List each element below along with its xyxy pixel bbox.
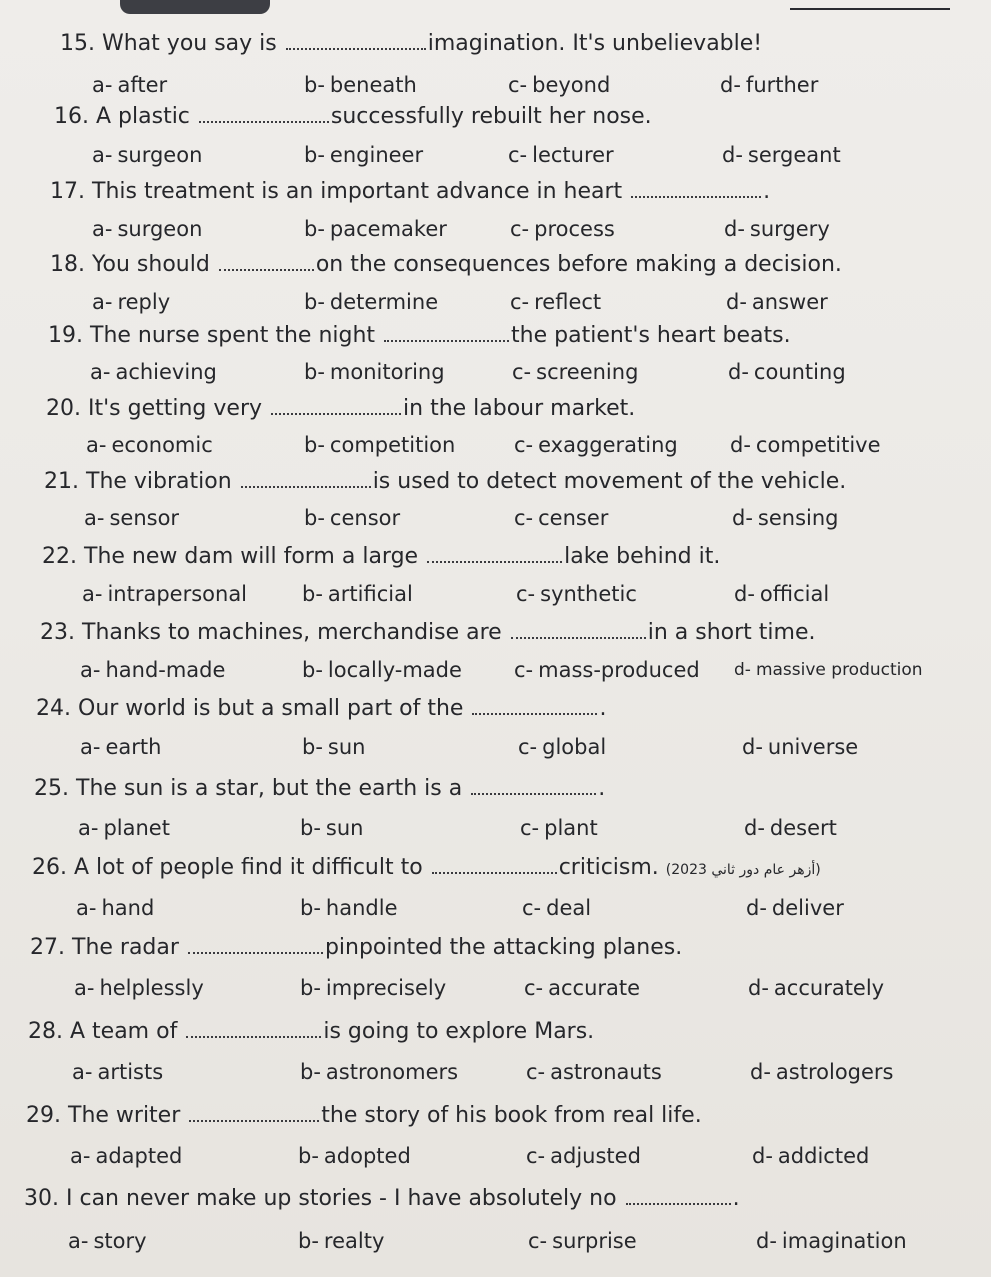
answer-option[interactable] bbox=[298, 1143, 411, 1169]
option-text: adapted bbox=[95, 1144, 183, 1168]
answer-option[interactable] bbox=[68, 1228, 147, 1254]
option-text: pacemaker bbox=[329, 217, 447, 241]
answer-option[interactable] bbox=[526, 1059, 662, 1085]
option-letter: b- bbox=[304, 217, 325, 241]
answer-option[interactable] bbox=[508, 72, 610, 98]
header-tab-decoration bbox=[120, 0, 270, 14]
question-line bbox=[50, 251, 842, 278]
page-header-strip bbox=[0, 0, 991, 22]
question-text-before: The radar bbox=[72, 935, 179, 960]
answer-option[interactable] bbox=[728, 359, 846, 385]
option-letter: a- bbox=[92, 217, 113, 241]
answer-option[interactable] bbox=[510, 289, 601, 315]
question-line bbox=[60, 30, 762, 57]
option-letter: a- bbox=[90, 360, 111, 384]
question-text-after: . bbox=[763, 179, 771, 204]
option-letter: c- bbox=[524, 976, 544, 1000]
option-letter: b- bbox=[302, 582, 323, 606]
question-text-after: in the labour market. bbox=[403, 396, 636, 421]
question-line bbox=[36, 695, 606, 722]
question-text-after: . bbox=[599, 696, 607, 721]
option-letter: a- bbox=[92, 290, 113, 314]
question-text-before: The nurse spent the night bbox=[90, 323, 376, 348]
question-text-before: It's getting very bbox=[88, 396, 263, 421]
option-text: answer bbox=[751, 290, 828, 314]
answer-option[interactable] bbox=[518, 734, 606, 760]
option-text: astrologers bbox=[775, 1060, 894, 1084]
answer-blank[interactable] bbox=[427, 543, 562, 563]
option-text: global bbox=[542, 735, 607, 759]
answer-blank[interactable] bbox=[511, 619, 646, 639]
option-letter: b- bbox=[300, 896, 321, 920]
answer-blank[interactable] bbox=[384, 322, 509, 342]
answer-option[interactable] bbox=[302, 581, 413, 607]
option-text: lecturer bbox=[532, 143, 614, 167]
option-text: reply bbox=[117, 290, 171, 314]
answer-blank[interactable] bbox=[188, 934, 323, 954]
option-letter: c- bbox=[514, 506, 534, 530]
answer-option[interactable] bbox=[304, 142, 423, 168]
option-text: official bbox=[759, 582, 830, 606]
option-letter: b- bbox=[304, 506, 325, 530]
option-text: sun bbox=[325, 816, 364, 840]
answer-option[interactable] bbox=[300, 815, 363, 841]
option-text: accurate bbox=[548, 976, 641, 1000]
answer-option[interactable] bbox=[302, 734, 365, 760]
option-text: accurately bbox=[773, 976, 885, 1000]
option-letter: b- bbox=[300, 976, 321, 1000]
question-number: 26. bbox=[32, 855, 67, 880]
answer-option[interactable] bbox=[78, 815, 170, 841]
question-number: 24. bbox=[36, 696, 71, 721]
answer-option[interactable] bbox=[300, 895, 398, 921]
option-letter: d- bbox=[734, 582, 755, 606]
option-text: beneath bbox=[329, 73, 417, 97]
question-text-after: imagination. It's unbelievable! bbox=[427, 31, 763, 56]
option-text: censor bbox=[329, 506, 401, 530]
option-text: reflect bbox=[534, 290, 602, 314]
option-letter: c- bbox=[520, 816, 540, 840]
option-letter: b- bbox=[304, 73, 325, 97]
answer-blank[interactable] bbox=[199, 103, 329, 123]
option-text: engineer bbox=[329, 143, 424, 167]
answer-option[interactable] bbox=[746, 895, 844, 921]
question-text-before: What you say is bbox=[102, 31, 277, 56]
option-text: process bbox=[534, 217, 615, 241]
question-number: 16. bbox=[54, 104, 89, 129]
answer-option[interactable] bbox=[76, 895, 154, 921]
answer-option[interactable] bbox=[724, 216, 830, 242]
option-text: story bbox=[93, 1229, 147, 1253]
option-letter: d- bbox=[756, 1229, 777, 1253]
answer-option[interactable] bbox=[516, 581, 637, 607]
option-letter: c- bbox=[510, 217, 530, 241]
option-text: hand-made bbox=[105, 658, 226, 682]
answer-option[interactable] bbox=[304, 505, 400, 531]
question-line bbox=[46, 395, 635, 422]
option-text: screening bbox=[536, 360, 639, 384]
question-text-before: You should bbox=[92, 252, 210, 277]
question-number: 30. bbox=[24, 1186, 59, 1211]
question-text-after: in a short time. bbox=[647, 620, 816, 645]
option-letter: d- bbox=[732, 506, 753, 530]
option-text: after bbox=[117, 73, 168, 97]
option-letter: a- bbox=[92, 73, 113, 97]
answer-option[interactable] bbox=[514, 657, 700, 683]
answer-option[interactable] bbox=[528, 1228, 637, 1254]
option-letter: a- bbox=[72, 1060, 93, 1084]
option-letter: a- bbox=[80, 658, 101, 682]
answer-option[interactable] bbox=[744, 815, 837, 841]
question-number: 17. bbox=[50, 179, 85, 204]
question-number: 18. bbox=[50, 252, 85, 277]
option-letter: d- bbox=[730, 433, 751, 457]
option-letter: b- bbox=[298, 1144, 319, 1168]
answer-blank[interactable] bbox=[271, 395, 401, 415]
option-letter: a- bbox=[84, 506, 105, 530]
question-text-before: The writer bbox=[68, 1103, 181, 1128]
option-text: mass-produced bbox=[538, 658, 700, 682]
option-letter: d- bbox=[724, 217, 745, 241]
answer-option[interactable] bbox=[514, 432, 678, 458]
question-text-after: criticism. bbox=[558, 855, 659, 880]
option-text: desert bbox=[769, 816, 837, 840]
question-number: 21. bbox=[44, 469, 79, 494]
answer-option[interactable] bbox=[526, 1143, 641, 1169]
answer-option[interactable] bbox=[84, 505, 179, 531]
answer-option[interactable] bbox=[304, 359, 445, 385]
question-line bbox=[40, 619, 815, 646]
question-text-after: lake behind it. bbox=[564, 544, 721, 569]
question-text-after: . bbox=[598, 776, 606, 801]
answer-option[interactable] bbox=[730, 432, 881, 458]
answer-option[interactable] bbox=[508, 142, 614, 168]
option-letter: c- bbox=[516, 582, 536, 606]
option-text: hand bbox=[101, 896, 155, 920]
option-text: synthetic bbox=[540, 582, 637, 606]
question-text-after: is going to explore Mars. bbox=[323, 1019, 595, 1044]
answer-option[interactable] bbox=[734, 581, 829, 607]
option-text: imprecisely bbox=[325, 976, 447, 1000]
answer-option[interactable] bbox=[304, 289, 438, 315]
option-letter: b- bbox=[304, 360, 325, 384]
answer-blank[interactable] bbox=[432, 854, 557, 874]
option-letter: d- bbox=[726, 290, 747, 314]
answer-option[interactable] bbox=[512, 359, 638, 385]
option-letter: c- bbox=[514, 658, 534, 682]
answer-option[interactable] bbox=[734, 657, 923, 683]
answer-option[interactable] bbox=[752, 1143, 869, 1169]
option-text: economic bbox=[111, 433, 213, 457]
option-text: addicted bbox=[777, 1144, 870, 1168]
answer-option[interactable] bbox=[726, 289, 828, 315]
option-text: monitoring bbox=[329, 360, 445, 384]
answer-blank[interactable] bbox=[241, 468, 371, 488]
exam-source-note: (2023 أزهر عام دور ثاني) bbox=[665, 862, 821, 878]
option-letter: b- bbox=[298, 1229, 319, 1253]
answer-option[interactable] bbox=[80, 734, 161, 760]
question-line bbox=[32, 854, 821, 883]
question-number: 25. bbox=[34, 776, 69, 801]
question-text-after: the story of his book from real life. bbox=[321, 1103, 702, 1128]
answer-option[interactable] bbox=[80, 657, 225, 683]
question-text-after: pinpointed the attacking planes. bbox=[324, 935, 683, 960]
option-text: competitive bbox=[755, 433, 881, 457]
answer-option[interactable] bbox=[300, 1059, 458, 1085]
question-line bbox=[50, 178, 770, 205]
question-line bbox=[24, 1185, 740, 1212]
question-line bbox=[42, 543, 720, 570]
option-text: intrapersonal bbox=[107, 582, 248, 606]
option-letter: c- bbox=[508, 73, 528, 97]
option-text: plant bbox=[544, 816, 598, 840]
answer-option[interactable] bbox=[720, 72, 818, 98]
option-letter: a- bbox=[86, 433, 107, 457]
option-letter: a- bbox=[78, 816, 99, 840]
option-letter: d- bbox=[748, 976, 769, 1000]
answer-blank[interactable] bbox=[626, 1185, 731, 1205]
question-text-before: The vibration bbox=[86, 469, 232, 494]
answer-option[interactable] bbox=[86, 432, 213, 458]
option-text: determine bbox=[329, 290, 439, 314]
option-text: beyond bbox=[532, 73, 611, 97]
option-text: further bbox=[745, 73, 819, 97]
answer-blank[interactable] bbox=[471, 775, 596, 795]
option-letter: c- bbox=[526, 1060, 546, 1084]
answer-option[interactable] bbox=[524, 975, 640, 1001]
option-text: counting bbox=[753, 360, 846, 384]
option-text: handle bbox=[325, 896, 398, 920]
answer-option[interactable] bbox=[74, 975, 204, 1001]
answer-option[interactable] bbox=[510, 216, 615, 242]
question-text-before: I can never make up stories - I have absolutely no bbox=[66, 1186, 617, 1211]
option-text: adopted bbox=[323, 1144, 411, 1168]
option-text: helplessly bbox=[99, 976, 204, 1000]
option-text: adjusted bbox=[550, 1144, 641, 1168]
option-letter: d- bbox=[746, 896, 767, 920]
option-letter: d- bbox=[742, 735, 763, 759]
question-number: 28. bbox=[28, 1019, 63, 1044]
answer-blank[interactable] bbox=[286, 30, 426, 50]
option-text: astronauts bbox=[550, 1060, 662, 1084]
question-number: 23. bbox=[40, 620, 75, 645]
answer-option[interactable] bbox=[92, 142, 202, 168]
option-text: achieving bbox=[115, 360, 217, 384]
question-text-after: on the consequences before making a decision. bbox=[315, 252, 842, 277]
option-letter: c- bbox=[522, 896, 542, 920]
answer-option[interactable] bbox=[92, 289, 170, 315]
option-letter: c- bbox=[518, 735, 538, 759]
option-letter: a- bbox=[76, 896, 97, 920]
option-letter: a- bbox=[92, 143, 113, 167]
answer-option[interactable] bbox=[304, 432, 455, 458]
answer-option[interactable] bbox=[722, 142, 841, 168]
answer-option[interactable] bbox=[92, 216, 202, 242]
question-text-before: A plastic bbox=[96, 104, 190, 129]
option-letter: d- bbox=[722, 143, 743, 167]
option-letter: a- bbox=[70, 1144, 91, 1168]
question-line bbox=[26, 1102, 702, 1129]
question-line bbox=[30, 934, 682, 961]
answer-option[interactable] bbox=[304, 72, 417, 98]
option-letter: c- bbox=[514, 433, 534, 457]
question-text-before: This treatment is an important advance in heart bbox=[92, 179, 623, 204]
option-letter: c- bbox=[528, 1229, 548, 1253]
option-letter: d- bbox=[734, 660, 751, 680]
option-text: artificial bbox=[327, 582, 413, 606]
option-letter: c- bbox=[512, 360, 532, 384]
option-text: surgery bbox=[749, 217, 830, 241]
question-number: 22. bbox=[42, 544, 77, 569]
question-number: 19. bbox=[48, 323, 83, 348]
option-letter: b- bbox=[302, 735, 323, 759]
option-text: exaggerating bbox=[538, 433, 678, 457]
answer-blank[interactable] bbox=[186, 1018, 321, 1038]
option-letter: c- bbox=[526, 1144, 546, 1168]
question-text-before: Our world is but a small part of the bbox=[78, 696, 464, 721]
option-letter: b- bbox=[304, 433, 325, 457]
option-letter: c- bbox=[510, 290, 530, 314]
option-text: sensor bbox=[109, 506, 180, 530]
answer-blank[interactable] bbox=[189, 1102, 319, 1122]
answer-option[interactable] bbox=[82, 581, 247, 607]
option-text: surprise bbox=[552, 1229, 637, 1253]
answer-option[interactable] bbox=[514, 505, 608, 531]
answer-option[interactable] bbox=[748, 975, 884, 1001]
question-line bbox=[28, 1018, 594, 1045]
answer-option[interactable] bbox=[742, 734, 858, 760]
option-text: sun bbox=[327, 735, 366, 759]
option-letter: d- bbox=[752, 1144, 773, 1168]
answer-option[interactable] bbox=[92, 72, 167, 98]
question-text-before: The sun is a star, but the earth is a bbox=[76, 776, 463, 801]
option-letter: b- bbox=[304, 143, 325, 167]
answer-blank[interactable] bbox=[472, 695, 597, 715]
answer-option[interactable] bbox=[70, 1143, 182, 1169]
option-text: massive production bbox=[755, 660, 923, 680]
option-letter: d- bbox=[744, 816, 765, 840]
question-text-before: The new dam will form a large bbox=[84, 544, 419, 569]
option-text: surgeon bbox=[117, 217, 203, 241]
option-text: astronomers bbox=[325, 1060, 459, 1084]
option-letter: d- bbox=[728, 360, 749, 384]
question-number: 27. bbox=[30, 935, 65, 960]
option-text: deliver bbox=[771, 896, 844, 920]
option-letter: a- bbox=[74, 976, 95, 1000]
option-text: censer bbox=[538, 506, 609, 530]
option-letter: c- bbox=[508, 143, 528, 167]
question-text-after: is used to detect movement of the vehicle. bbox=[372, 469, 847, 494]
option-letter: b- bbox=[300, 1060, 321, 1084]
question-line bbox=[54, 103, 652, 130]
option-letter: b- bbox=[304, 290, 325, 314]
answer-blank[interactable] bbox=[631, 178, 761, 198]
answer-option[interactable] bbox=[302, 657, 462, 683]
answer-option[interactable] bbox=[732, 505, 839, 531]
question-text-after: the patient's heart beats. bbox=[511, 323, 791, 348]
question-text-after: . bbox=[732, 1186, 740, 1211]
option-text: earth bbox=[105, 735, 162, 759]
option-letter: b- bbox=[300, 816, 321, 840]
answer-option[interactable] bbox=[520, 815, 598, 841]
header-rule bbox=[790, 8, 950, 10]
answer-option[interactable] bbox=[522, 895, 591, 921]
question-number: 29. bbox=[26, 1103, 61, 1128]
option-letter: a- bbox=[80, 735, 101, 759]
question-number: 20. bbox=[46, 396, 81, 421]
option-text: planet bbox=[103, 816, 170, 840]
answer-blank[interactable] bbox=[219, 251, 314, 271]
answer-option[interactable] bbox=[300, 975, 446, 1001]
answer-option[interactable] bbox=[304, 216, 447, 242]
option-text: imagination bbox=[781, 1229, 907, 1253]
option-letter: d- bbox=[750, 1060, 771, 1084]
question-number: 15. bbox=[60, 31, 95, 56]
answer-option[interactable] bbox=[90, 359, 217, 385]
answer-option[interactable] bbox=[298, 1228, 384, 1254]
option-letter: a- bbox=[82, 582, 103, 606]
answer-option[interactable] bbox=[750, 1059, 894, 1085]
question-line bbox=[34, 775, 605, 802]
question-text-after: successfully rebuilt her nose. bbox=[330, 104, 652, 129]
option-text: universe bbox=[767, 735, 859, 759]
answer-option[interactable] bbox=[756, 1228, 907, 1254]
option-text: sergeant bbox=[747, 143, 841, 167]
question-line bbox=[44, 468, 846, 495]
question-text-before: A team of bbox=[70, 1019, 178, 1044]
option-text: locally-made bbox=[327, 658, 462, 682]
option-text: sensing bbox=[757, 506, 839, 530]
option-letter: b- bbox=[302, 658, 323, 682]
option-letter: a- bbox=[68, 1229, 89, 1253]
option-text: artists bbox=[97, 1060, 164, 1084]
option-letter: d- bbox=[720, 73, 741, 97]
option-text: realty bbox=[323, 1229, 385, 1253]
option-text: deal bbox=[546, 896, 592, 920]
question-text-before: Thanks to machines, merchandise are bbox=[82, 620, 502, 645]
answer-option[interactable] bbox=[72, 1059, 163, 1085]
option-text: surgeon bbox=[117, 143, 203, 167]
question-text-before: A lot of people find it difficult to bbox=[74, 855, 423, 880]
question-line bbox=[48, 322, 791, 349]
option-text: competition bbox=[329, 433, 456, 457]
